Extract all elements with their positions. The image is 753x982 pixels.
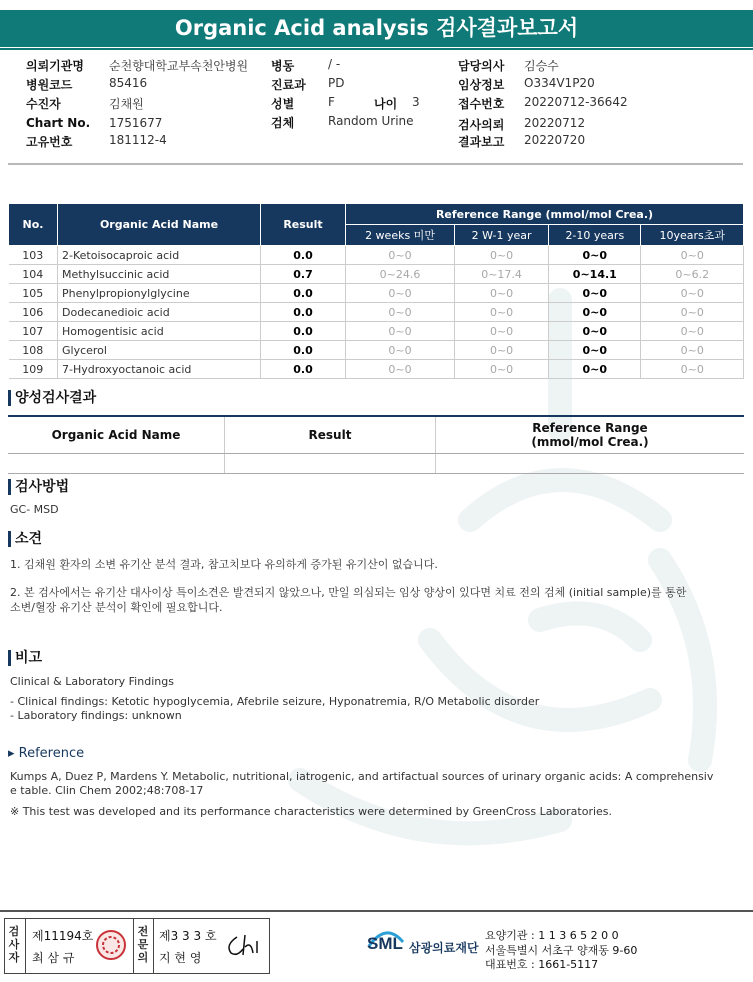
header-divider xyxy=(8,163,743,165)
row-ref-2-10y: 0~0 xyxy=(549,322,641,341)
hospital-label: 의뢰기관명 xyxy=(26,59,84,73)
examiner-seal xyxy=(95,929,127,961)
row-ref-2w1y: 0~0 xyxy=(455,303,549,322)
pos-col-name: Organic Acid Name xyxy=(8,416,225,454)
row-ref-2w1y: 0~0 xyxy=(455,246,549,265)
sex-label: 성별 xyxy=(271,97,295,111)
requested-value: 20220712 xyxy=(524,116,586,130)
specialist-name: 지 현 영 xyxy=(159,951,202,965)
method-text: GC- MSD xyxy=(10,503,59,516)
sml-logo-text: SML xyxy=(367,934,403,953)
row-result: 0.0 xyxy=(261,246,346,265)
table-row xyxy=(9,341,744,360)
method-heading: 검사방법 xyxy=(8,479,69,495)
specimen-label: 검체 xyxy=(271,116,295,130)
row-ref-10y: 0~0 xyxy=(641,303,744,322)
examiner-vertical-label: 검 사 자 xyxy=(8,925,20,964)
receiver-label: 수진자 xyxy=(26,97,61,111)
positive-table xyxy=(8,415,744,474)
row-no: 103 xyxy=(9,246,58,265)
row-result: 0.0 xyxy=(261,303,346,322)
row-no: 106 xyxy=(9,303,58,322)
remarks-heading: 비고 xyxy=(8,650,42,666)
row-ref-2w1y: 0~17.4 xyxy=(455,265,549,284)
row-ref-10y: 0~0 xyxy=(641,246,744,265)
positive-heading: 양성검사결과 xyxy=(8,390,96,406)
row-result: 0.0 xyxy=(261,284,346,303)
row-no: 109 xyxy=(9,360,58,379)
row-ref-10y: 0~6.2 xyxy=(641,265,744,284)
row-result: 0.0 xyxy=(261,341,346,360)
row-no: 108 xyxy=(9,341,58,360)
unique-value: 181112-4 xyxy=(109,133,167,147)
institution-code: 요양기관 : 1 1 3 6 5 2 0 0 xyxy=(485,929,619,942)
row-result: 0.0 xyxy=(261,360,346,379)
pos-col-ref-line2: (mmol/mol Crea.) xyxy=(531,435,649,449)
row-name: Glycerol xyxy=(58,341,261,360)
dept-value: PD xyxy=(328,76,345,90)
findings-line2b: 소변/혈장 유기산 분석이 확인에 필요합니다. xyxy=(10,601,223,614)
col-ref-2w1y: 2 W-1 year xyxy=(455,225,549,246)
specialist-vertical-label: 전 문 의 xyxy=(137,925,149,964)
requested-label: 검사의뢰 xyxy=(458,118,505,132)
code-value: 85416 xyxy=(109,76,148,90)
row-result: 0.0 xyxy=(261,322,346,341)
row-name: Phenylpropionylglycine xyxy=(58,284,261,303)
remarks-line1: Clinical & Laboratory Findings xyxy=(10,675,174,688)
reported-value: 20220720 xyxy=(524,133,586,147)
specialist-number: 제3 3 3 호 xyxy=(159,929,217,943)
age-label: 나이 xyxy=(374,97,398,111)
table-row xyxy=(9,246,744,265)
reference-line2: e table. Clin Chem 2002;48:708-17 xyxy=(10,784,204,797)
row-ref-2w1y: 0~0 xyxy=(455,284,549,303)
row-ref-2weeks: 0~0 xyxy=(346,360,455,379)
age-value: 3 xyxy=(412,95,420,109)
row-name: Homogentisic acid xyxy=(58,322,261,341)
examiner-name: 최 삼 규 xyxy=(32,951,75,965)
clinical-value: O334V1P20 xyxy=(524,76,595,90)
reference-line1: Kumps A, Duez P, Mardens Y. Metabolic, nutritional, iatrogenic, and artifactual sources of urinary organic acids: A comprehensiv xyxy=(10,770,714,783)
accession-label: 접수번호 xyxy=(458,97,505,111)
row-ref-2weeks: 0~0 xyxy=(346,303,455,322)
row-ref-2w1y: 0~0 xyxy=(455,341,549,360)
accession-value: 20220712-36642 xyxy=(524,95,628,109)
pos-col-result: Result xyxy=(225,416,436,454)
col-reference: Reference Range (mmol/mol Crea.) xyxy=(346,204,744,225)
ward-value: / - xyxy=(328,57,341,71)
col-result: Result xyxy=(261,204,346,246)
clinical-label: 임상정보 xyxy=(458,78,505,92)
table-row xyxy=(9,360,744,379)
col-ref-10y: 10years초과 xyxy=(641,225,744,246)
remarks-line2: - Clinical findings: Ketotic hypoglycemia, Afebrile seizure, Hyponatremia, R/O Metabolic disorder xyxy=(10,695,540,708)
table-row xyxy=(9,303,744,322)
institution-address: 서울특별시 서초구 양재동 9-60 xyxy=(485,944,638,957)
row-ref-2-10y: 0~0 xyxy=(549,284,641,303)
chart-value: 1751677 xyxy=(109,116,163,130)
row-ref-2weeks: 0~0 xyxy=(346,284,455,303)
row-ref-2weeks: 0~0 xyxy=(346,246,455,265)
sex-value: F xyxy=(328,95,335,109)
col-name: Organic Acid Name xyxy=(58,204,261,246)
row-ref-10y: 0~0 xyxy=(641,341,744,360)
institution-phone: 대표번호 : 1661-5117 xyxy=(485,958,599,971)
pos-col-ref xyxy=(436,416,745,454)
row-ref-10y: 0~0 xyxy=(641,284,744,303)
row-ref-2weeks: 0~0 xyxy=(346,322,455,341)
row-name: 2-Ketoisocaproic acid xyxy=(58,246,261,265)
receiver-value: 김채원 xyxy=(109,97,144,111)
col-ref-2weeks: 2 weeks 미만 xyxy=(346,225,455,246)
row-result: 0.7 xyxy=(261,265,346,284)
unique-label: 고유번호 xyxy=(26,135,73,149)
doctor-label: 담당의사 xyxy=(458,59,505,73)
signature-box xyxy=(4,918,270,974)
row-no: 104 xyxy=(9,265,58,284)
specimen-value: Random Urine xyxy=(328,114,414,128)
col-ref-2-10y: 2-10 years xyxy=(549,225,641,246)
row-ref-2w1y: 0~0 xyxy=(455,360,549,379)
remarks-line3: - Laboratory findings: unknown xyxy=(10,709,182,722)
row-ref-2weeks: 0~24.6 xyxy=(346,265,455,284)
dept-label: 진료과 xyxy=(271,78,306,92)
reference-heading: ▸ Reference xyxy=(8,746,85,761)
row-name: 7-Hydroxyoctanoic acid xyxy=(58,360,261,379)
findings-line1: 1. 김채원 환자의 소변 유기산 분석 결과, 참고치보다 유의하게 증가된 유기산이 없습니다. xyxy=(10,558,438,571)
row-ref-10y: 0~0 xyxy=(641,360,744,379)
row-ref-10y: 0~0 xyxy=(641,322,744,341)
row-ref-2w1y: 0~0 xyxy=(455,322,549,341)
ward-label: 병동 xyxy=(271,59,295,73)
findings-line2a: 2. 본 검사에서는 유기산 대사이상 특이소견은 발견되지 않았으나, 만일 의심되는 임상 양상이 있다면 치료 전의 검체 (initial sample)를 통한 xyxy=(10,586,687,599)
table-row xyxy=(9,284,744,303)
signature-scribble xyxy=(223,931,263,961)
pos-empty-cell xyxy=(8,454,225,474)
table-row xyxy=(9,265,744,284)
row-name: Methylsuccinic acid xyxy=(58,265,261,284)
row-ref-2-10y: 0~0 xyxy=(549,303,641,322)
footer-divider xyxy=(0,910,753,912)
row-ref-2-10y: 0~0 xyxy=(549,246,641,265)
chart-label: Chart No. xyxy=(26,116,91,130)
report-title: Organic Acid analysis 검사결과보고서 xyxy=(0,10,753,47)
reference-note: ※ This test was developed and its performance characteristics were determined by GreenCross Laboratories. xyxy=(10,805,613,818)
pos-empty-cell xyxy=(225,454,436,474)
pos-col-ref-line1: Reference Range xyxy=(532,421,648,435)
row-ref-2-10y: 0~0 xyxy=(549,360,641,379)
row-name: Dodecanedioic acid xyxy=(58,303,261,322)
sml-logo-name: 삼광의료재단 xyxy=(409,941,479,955)
row-no: 105 xyxy=(9,284,58,303)
examiner-number: 제11194호 xyxy=(32,929,94,943)
hospital-value: 순천향대학교부속천안병원 xyxy=(109,59,249,73)
findings-heading: 소견 xyxy=(8,531,42,547)
reported-label: 결과보고 xyxy=(458,135,505,149)
row-no: 107 xyxy=(9,322,58,341)
row-ref-2weeks: 0~0 xyxy=(346,341,455,360)
col-no: No. xyxy=(9,204,58,246)
doctor-value: 김승수 xyxy=(524,59,559,73)
results-table xyxy=(8,203,744,379)
row-ref-2-10y: 0~14.1 xyxy=(549,265,641,284)
row-ref-2-10y: 0~0 xyxy=(549,341,641,360)
table-row xyxy=(9,322,744,341)
pos-empty-cell xyxy=(436,454,745,474)
code-label: 병원코드 xyxy=(26,78,73,92)
